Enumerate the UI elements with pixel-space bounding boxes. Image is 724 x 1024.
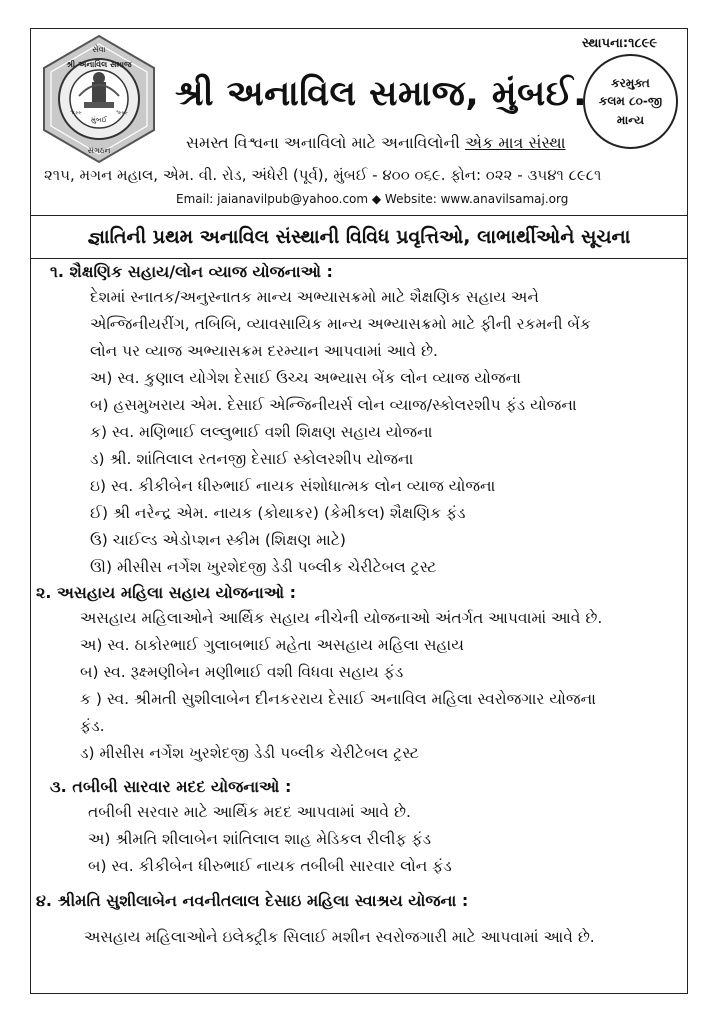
list-item: ડ) મીસીસ નર્ગેશ ખુરશેદજી ડેડી પબ્લીક ચેરીટેબલ ટ્રસ્ટ <box>80 744 419 762</box>
list-item: ડ) શ્રી. શાંતિલાલ રતનજી દેસાઈ સ્કોલરશીપ યોજના <box>90 450 414 468</box>
logo-bottom-text: સંગઠન <box>87 146 111 155</box>
contact-info: Email: jaianavilpub@yahoo.com ◆ Website: www.anavilsamaj.org <box>176 192 569 206</box>
section-intro-line: અસહાય મહિલાઓને આર્થિક સહાય નીચેની યોજનાઓ અંતર્ગત આપવામાં આવે છે. <box>80 609 603 627</box>
section-title: ૩. તબીબી સારવાર મદદ યોજનાઓ : <box>50 777 292 796</box>
badge-line: માન્ય <box>616 112 645 127</box>
logo-side-left: ૧૮૯૯ <box>70 110 82 116</box>
samaj-logo <box>34 34 164 164</box>
section-intro-line: લોન પર વ્યાજ અભ્યાસક્રમ દરમ્યાન આપવામાં આવે છે. <box>90 342 438 360</box>
list-item: અ) સ્વ. કુણાલ યોગેશ દેસાઈ ઉચ્ચ અભ્યાસ બેંક લોન વ્યાજ યોજના <box>90 369 521 387</box>
section-intro-line: એન્જિનીયરીંગ, તબિબિ, વ્યાવસાયિક માન્ય અભ્યાસક્રમો માટે ફીની રકમની બેંક <box>90 315 591 333</box>
section-title: ૪. શ્રીમતિ સુશીલાબેન નવનીતલાલ દેસાઇ મહિલા સ્વાશ્રય યોજના : <box>36 891 469 910</box>
tax-exempt-badge <box>583 54 678 149</box>
list-item: ફંડ. <box>80 717 105 735</box>
section-intro-line: અસહાય મહિલાઓને ઇલેક્ટ્રીક સિલાઈ મશીન સ્વરોજગારી માટે આપવામાં આવે છે. <box>84 928 595 946</box>
badge-line: કરમુક્ત <box>611 75 650 90</box>
tagline <box>186 133 566 153</box>
list-item: બ) સ્વ. રૂક્ષ્મણીબેન મણીભાઈ વશી વિધવા સહાય ફંડ <box>80 663 404 681</box>
list-item: ઇ) સ્વ. કીકીબેન ધીરુભાઈ નાયક સંશોધાત્મક લોન વ્યાજ યોજના <box>90 477 496 495</box>
logo-side-right: ૧૯૯૯ <box>116 110 128 116</box>
badge-line: કલમ ૮૦-જી <box>598 94 663 109</box>
list-item: ઊ) મીસીસ નર્ગેશ ખુરશેદજી ડેડી પબ્લીક ચેરીટેબલ ટ્રસ્ટ <box>90 558 437 576</box>
address: ૨૧૫, મગન મહાલ, એમ. વી. રોડ, અંધેરી (પૂર્વ), મુંબઈ - ૪૦૦ ૦૬૯. ફોન: ૦૨૨ - ૩૫૪૧ ૮૯૮૧ <box>44 166 602 184</box>
list-item: અ) શ્રીમતિ શીલાબેન શાંતિલાલ શાહ મેડિકલ રીલીફ ફંડ <box>88 830 431 848</box>
list-item: બ) સ્વ. કીકીબેન ધીરુભાઈ નાયક તબીબી સારવાર લોન ફંડ <box>88 857 452 875</box>
list-item: બ) હસમુખરાય એમ. દેસાઈ એન્જિનીયર્સ લોન વ્યાજ/સ્કોલરશીપ ફંડ યોજના <box>90 396 577 414</box>
list-item: અ) સ્વ. ઠાકોરભાઈ ગુલાબભાઈ મહેતા અસહાય મહિલા સહાય <box>80 636 464 654</box>
tagline-text: સમસ્ત વિશ્વના અનાવિલો માટે અનાવિલોની <box>186 133 466 152</box>
logo-top-text: સેવા <box>92 45 106 54</box>
section-title: ૨. અસહાય મહિલા સહાય યોજનાઓ : <box>36 583 297 602</box>
section-intro-line: તબીબી સરવાર માટે આર્થિક મદદ આપવામાં આવે છે. <box>88 803 411 821</box>
organization-title: શ્રી અનાવિલ સમાજ, મુંબઈ. <box>175 74 588 114</box>
list-item: ઈ) શ્રી નરેન્દ્ર એમ. નાયક (કોથાકર) (કેમીકલ) શૈક્ષણિક ફંડ <box>90 504 466 522</box>
list-item: ઉ) ચાઈલ્ડ એડોપ્શન સ્કીમ (શિક્ષણ માટે) <box>90 531 346 549</box>
logo-ring-text: શ્રી અનાવિલ સમાજ <box>66 60 132 69</box>
list-item: ક) સ્વ. મણિભાઈ લલ્લુભાઈ વશી શિક્ષણ સહાય યોજના <box>90 423 433 441</box>
list-item: ક ) સ્વ. શ્રીમતી સુશીલાબેન દીનકરરાય દેસાઈ અનાવિલ મહિલા સ્વરોજગાર યોજના <box>80 690 596 708</box>
logo-inner-text: મુંબઈ <box>91 116 107 124</box>
tagline-emphasis: એક માત્ર સંસ્થા <box>465 133 566 152</box>
section-intro-line: દેશમાં સ્નાતક/અનુસ્નાતક માન્ય અભ્યાસક્રમો માટે શૈક્ષણિક સહાય અને <box>90 288 539 306</box>
notice-heading: જ્ઞાતિની પ્રથમ અનાવિલ સંસ્થાની વિવિધ પ્રવૃત્તિઓ, લાભાર્થીઓને સૂચના <box>30 215 688 259</box>
section-title: ૧. શૈક્ષણિક સહાય/લોન વ્યાજ યોજનાઓ : <box>50 262 333 281</box>
established-year: સ્થાપના:૧૮૯૯ <box>582 36 658 51</box>
